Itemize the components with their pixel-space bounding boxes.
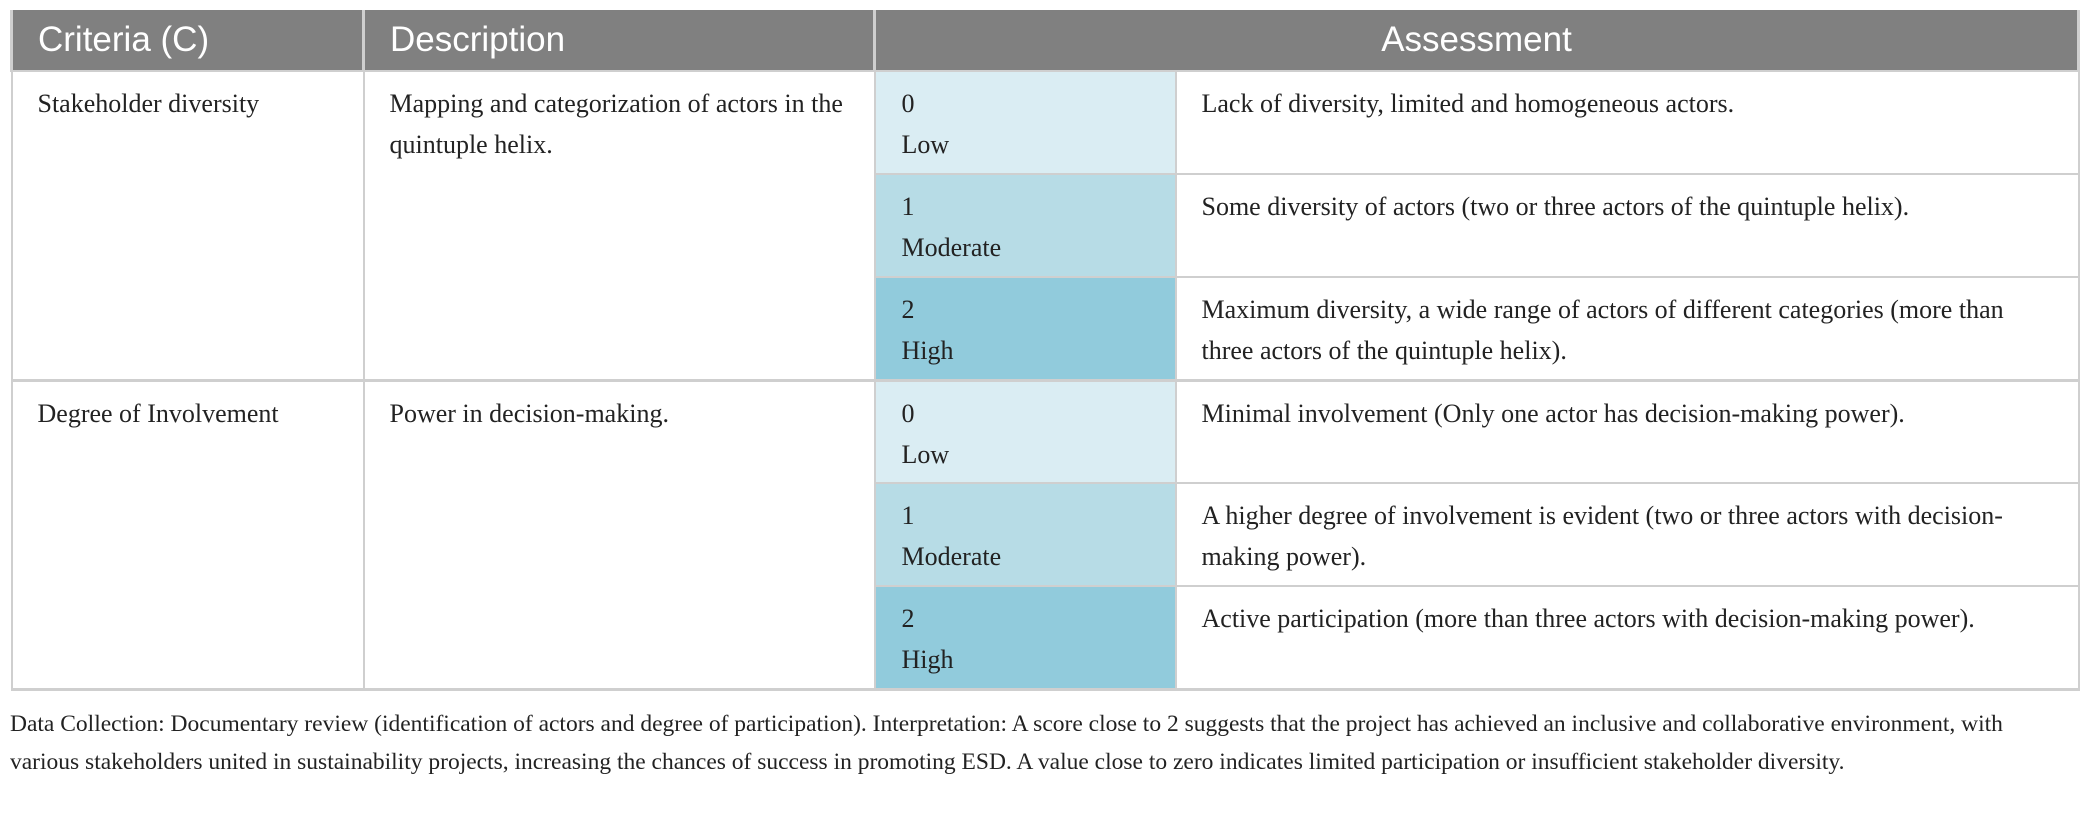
criteria-cell: Degree of Involvement — [12, 380, 364, 483]
score-level: Low — [901, 439, 950, 469]
score-level: High — [901, 336, 954, 365]
score-level: Moderate — [901, 233, 1002, 262]
criteria-cell-empty — [12, 586, 364, 689]
table-header-row — [12, 10, 2079, 71]
description-cell: Power in decision-making. — [364, 380, 875, 483]
description-cell-empty — [364, 174, 875, 277]
assessment-text-cell: Maximum diversity, a wide range of actors of different categories (more than three actors of the quintuple helix). — [1176, 277, 2079, 380]
score-cell — [875, 277, 1176, 380]
criteria-cell: Stakeholder diversity — [12, 71, 364, 174]
table-row — [12, 174, 2079, 277]
criteria-table-container — [10, 10, 2077, 691]
header-description: Description — [364, 10, 875, 71]
description-cell: Mapping and categorization of actors in the quintuple helix. — [364, 71, 875, 174]
table-row — [12, 586, 2079, 689]
assessment-text-cell: Minimal involvement (Only one actor has decision-making power). — [1176, 380, 2079, 483]
description-cell-empty — [364, 483, 875, 586]
score-cell — [875, 380, 1176, 483]
score-level: Low — [901, 130, 950, 159]
criteria-cell-empty — [12, 483, 364, 586]
score-level: Moderate — [901, 542, 1002, 571]
table-row — [12, 277, 2079, 380]
header-criteria: Criteria (C) — [12, 10, 364, 71]
criteria-cell-empty — [12, 277, 364, 380]
table-row — [12, 483, 2079, 586]
score-cell — [875, 71, 1176, 174]
score-number: 1 — [901, 501, 915, 530]
table-row — [12, 380, 2079, 483]
score-number: 0 — [901, 89, 915, 118]
table-footnote: Data Collection: Documentary review (identification of actors and degree of participation). Interpretation: A score close to 2 suggests that the project has achieved an inclusive and collaborative environment, with various stakeholders united in sustainability projects, increasing the chances of success in promoting ESD. A value close to zero indicates limited participation or insufficient stakeholder diversity. — [10, 711, 2003, 775]
assessment-text-cell: A higher degree of involvement is evident (two or three actors with decision-making power). — [1176, 483, 2079, 586]
assessment-text-cell: Some diversity of actors (two or three actors of the quintuple helix). — [1176, 174, 2079, 277]
score-number: 0 — [901, 398, 915, 428]
score-number: 2 — [901, 604, 915, 633]
score-number: 1 — [901, 192, 915, 221]
score-cell — [875, 586, 1176, 689]
criteria-table — [10, 10, 2080, 691]
assessment-text-cell: Active participation (more than three actors with decision-making power). — [1176, 586, 2079, 689]
table-row — [12, 71, 2079, 174]
header-assessment: Assessment — [875, 10, 2079, 71]
score-cell — [875, 483, 1176, 586]
assessment-text-cell: Lack of diversity, limited and homogeneous actors. — [1176, 71, 2079, 174]
criteria-cell-empty — [12, 174, 364, 277]
description-cell-empty — [364, 277, 875, 380]
score-level: High — [901, 645, 954, 674]
description-cell-empty — [364, 586, 875, 689]
score-number: 2 — [901, 295, 915, 324]
score-cell — [875, 174, 1176, 277]
